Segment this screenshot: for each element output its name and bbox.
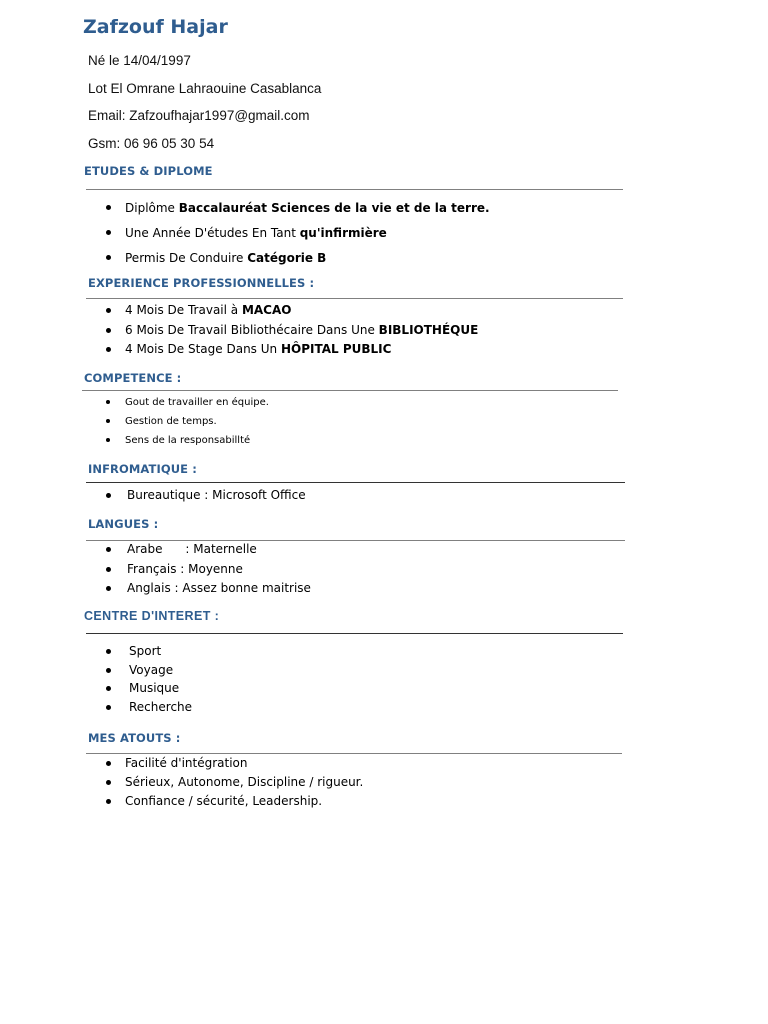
atouts-list bbox=[106, 755, 363, 812]
interet-list bbox=[106, 643, 192, 718]
list-item: Sérieux, Autonome, Discipline / rigueur. bbox=[106, 774, 363, 793]
section-title-competence: COMPETENCE : bbox=[84, 371, 182, 385]
address: Lot El Omrane Lahraouine Casablanca bbox=[88, 81, 322, 96]
competence-list bbox=[106, 395, 269, 452]
list-item: Permis De Conduire Catégorie B bbox=[106, 249, 490, 274]
etudes-list bbox=[106, 199, 490, 274]
langues-list bbox=[106, 541, 311, 600]
list-item: Recherche bbox=[106, 699, 192, 718]
phone: Gsm: 06 96 05 30 54 bbox=[88, 136, 215, 151]
list-item: Anglais : Assez bonne maitrise bbox=[106, 580, 311, 600]
section-title-atouts: MES ATOUTS : bbox=[88, 731, 181, 745]
birth-date: Né le 14/04/1997 bbox=[88, 53, 191, 68]
divider bbox=[86, 482, 625, 483]
section-title-etudes: ETUDES & DIPLOME bbox=[84, 164, 213, 178]
list-item: Voyage bbox=[106, 662, 192, 681]
section-title-interet: CENTRE D'INTERET : bbox=[84, 609, 220, 623]
divider bbox=[86, 753, 622, 754]
list-item: Facilité d'intégration bbox=[106, 755, 363, 774]
section-title-langues: LANGUES : bbox=[88, 517, 159, 531]
list-item: Gestion de temps. bbox=[106, 414, 269, 433]
list-item: Confiance / sécurité, Leadership. bbox=[106, 793, 363, 812]
list-item: Arabe : Maternelle bbox=[106, 541, 311, 561]
list-item: 6 Mois De Travail Bibliothécaire Dans Une BIBLIOTHÉQUE bbox=[106, 322, 478, 342]
email: Email: Zafzoufhajar1997@gmail.com bbox=[88, 108, 310, 123]
list-item: Gout de travailler en équipe. bbox=[106, 395, 269, 414]
list-item: Bureautique : Microsoft Office bbox=[106, 487, 306, 506]
section-title-experience: EXPERIENCE PROFESSIONNELLES : bbox=[88, 276, 315, 290]
cv-name: Zafzouf Hajar bbox=[83, 16, 228, 38]
divider bbox=[86, 298, 623, 299]
list-item: Musique bbox=[106, 680, 192, 699]
divider bbox=[82, 390, 618, 391]
divider bbox=[86, 189, 623, 190]
informatique-list bbox=[106, 487, 306, 506]
divider bbox=[86, 633, 623, 634]
list-item: Une Année D'études En Tant qu'infirmière bbox=[106, 224, 490, 249]
list-item: 4 Mois De Stage Dans Un HÔPITAL PUBLIC bbox=[106, 341, 478, 361]
list-item: 4 Mois De Travail à MACAO bbox=[106, 302, 478, 322]
list-item: Sport bbox=[106, 643, 192, 662]
list-item: Sens de la responsabillté bbox=[106, 433, 269, 452]
section-title-informatique: INFROMATIQUE : bbox=[88, 462, 197, 476]
list-item: Français : Moyenne bbox=[106, 561, 311, 581]
list-item: Diplôme Baccalauréat Sciences de la vie et de la terre. bbox=[106, 199, 490, 224]
experience-list bbox=[106, 302, 478, 361]
